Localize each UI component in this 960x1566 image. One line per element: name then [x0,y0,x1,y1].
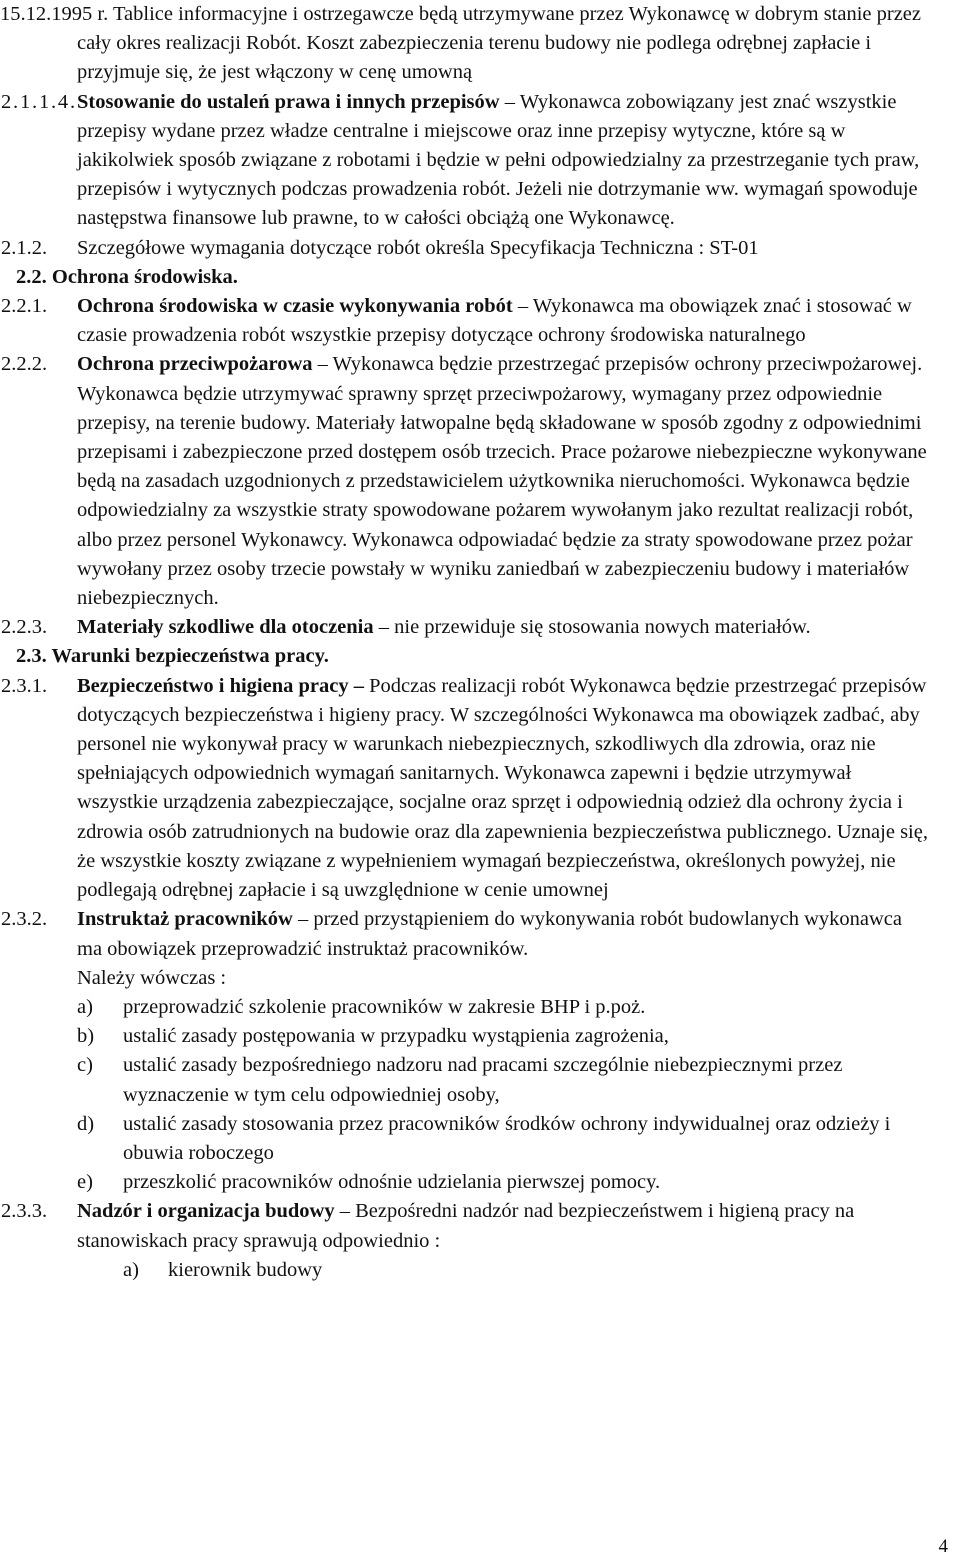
section-2-1-2-text: Szczegółowe wymagania dotyczące robót określa Specyfikacja Techniczna : ST-01 [77,236,759,259]
section-2-2-2-title: Ochrona przeciwpożarowa [77,353,313,376]
list-item-text: przeprowadzić szkolenie pracowników w zakresie BHP i p.poż. [123,995,646,1018]
list-item-text: ustalić zasady stosowania przez pracowników środków ochrony indywidualnej oraz odzieży i obuwia roboczego [123,1112,891,1164]
section-2-2-1 [0,292,960,350]
list-item-letter: d) [77,1112,95,1135]
section-2-3-1-number: 2.3.1. [1,674,48,697]
section-2-1-1-4-number: 2.1.1.4. [1,90,77,113]
section-2-3-1 [0,672,960,906]
list-item [0,1110,960,1168]
section-2-3-1-title: Bezpieczeństwo i higiena pracy – [77,674,364,697]
page-number: 4 [938,1536,948,1557]
list-item [0,1256,960,1285]
section-2-3-2 [0,905,960,963]
section-2-2-2-number: 2.2.2. [1,353,48,376]
section-2-3-3-title: Nadzór i organizacja budowy [77,1200,335,1223]
section-2-2-1-text: – Wykonawca ma obowiązek znać i stosować w czasie prowadzenia robót wszystkie przepisy dotyczące ochrony środowiska naturalnego [77,295,912,347]
list-item-letter: a) [123,1258,139,1281]
section-2-2-1-title: Ochrona środowiska w czasie wykonywania robót [77,295,513,318]
section-2-3-3-number: 2.3.3. [1,1200,48,1223]
section-2-3-2-lead: Należy wówczas : [77,966,227,989]
section-2-3-3 [0,1197,960,1255]
section-2-3-2-list [0,993,960,1197]
section-2-3-1-text: Podczas realizacji robót Wykonawca będzie przestrzegać przepisów dotyczących bezpieczeństwa i higieny pracy. W szczególności Wykonawca ma obowiązek zadbać, aby personel nie wykonywał pracy w warunkach niebezpiecznych, szkodliwych dla zdrowia, oraz nie spełniających odpowiednich wymagań sanitarnych. Wykonawca zapewni i będzie utrzymywał wszystkie urządzenia zabezpieczające, socjalne oraz sprzęt i odpowiednią odzież dla ochrony życia i zdrowia osób zatrudnionych na budowie oraz dla zapewnienia bezpieczeństwa publicznego. Uznaje się, że wszystkie koszty związane z wypełnieniem wymagań bezpieczeństwa, określonych powyżej, nie podlegają odrębnej zapłacie i są uwzględnione w cenie umownej [77,674,928,902]
section-2-3-2-number: 2.3.2. [1,908,48,931]
list-item-text: kierownik budowy [168,1258,323,1281]
section-2-1-1-4-text: – Wykonawca zobowiązany jest znać wszystkie przepisy wydane przez władze centralne i miejscowe oraz inne przepisy wytyczne, które są w jakikolwiek sposób związane z robotami i będzie w pełni odpowiedzialny za przestrzeganie tych praw, przepisów i wytycznych podczas prowadzenia robót. Jeżeli nie dotrzymanie ww. wymagań spowoduje następstwa finansowe lub prawne, to w całości obciążą one Wykonawcę. [77,90,920,230]
section-2-3-3-list [0,1256,960,1285]
section-2-3-3-text: – Bezpośredni nadzór nad bezpieczeństwem i higieną pracy na stanowiskach pracy sprawują odpowiednio : [77,1200,855,1252]
list-item [0,1051,960,1109]
section-2-3-2-title: Instruktaż pracowników [77,908,293,931]
section-2-1-1-4-title: Stosowanie do ustaleń prawa i innych przepisów [77,90,500,113]
list-item [0,1168,960,1197]
list-item-letter: b) [77,1025,95,1048]
intro-text: Tablice informacyjne i ostrzegawcze będą utrzymywane przez Wykonawcę w dobrym stanie przez cały okres realizacji Robót. Koszt zabezpieczenia terenu budowy nie podlega odrębnej zapłacie i przyjmuje się, że jest włączony w cenę umowną [77,3,922,84]
list-item-letter: a) [77,995,93,1018]
section-2-2-1-number: 2.2.1. [1,295,48,318]
intro-paragraph [0,0,960,88]
list-item-letter: e) [77,1171,93,1194]
list-item-text: ustalić zasady bezpośredniego nadzoru nad pracami szczególnie niebezpiecznymi przez wyznaczenie w tym celu odpowiedniej osoby, [123,1054,843,1106]
section-2-2-2-text: – Wykonawca będzie przestrzegać przepisów ochrony przeciwpożarowej. Wykonawca będzie utrzymywać sprawny sprzęt przeciwpożarowy, wymagany przez odpowiednie przepisy, na terenie budowy. Materiały łatwopalne będą składowane w sposób zgodny z odpowiednimi przepisami i zabezpieczone przed dostępem osób trzecich. Prace pożarowe niebezpieczne wykonywane będą na zasadach uzgodnionych z przedstawicielem użytkownika nieruchomości. Wykonawca będzie odpowiedzialny za wszystkie straty spowodowane pożarem wywołanym jako rezultat realizacji robót, albo przez personel Wykonawcy. Wykonawca odpowiadać będzie za straty spowodowane przez pożar wywołany przez osoby trzecie powstały w wyniku zaniedbań w zabezpieczeniu budowy i materiałów niebezpiecznych. [77,353,927,610]
list-item [0,993,960,1022]
section-2-2-3 [0,613,960,642]
list-item-text: ustalić zasady postępowania w przypadku wystąpienia zagrożenia, [123,1025,669,1048]
list-item [0,1022,960,1051]
section-2-3-heading: 2.3. Warunki bezpieczeństwa pracy. [16,645,329,668]
intro-number: 15.12.1995 r. [0,3,109,25]
section-2-2-2 [0,350,960,613]
section-2-3-2-text: – przed przystąpieniem do wykonywania robót budowlanych wykonawca ma obowiązek przeprowadzić instruktaż pracowników. [77,908,902,960]
list-item-letter: c) [77,1054,93,1077]
section-2-2-heading: 2.2. Ochrona środowiska. [16,265,238,288]
section-2-1-1-4 [0,88,960,234]
section-2-2-3-text: – nie przewiduje się stosowania nowych materiałów. [373,616,811,639]
section-2-2-3-number: 2.2.3. [1,616,48,639]
section-2-1-2 [0,234,960,263]
section-2-1-2-number: 2.1.2. [1,236,48,259]
list-item-text: przeszkolić pracowników odnośnie udzielania pierwszej pomocy. [123,1171,661,1194]
section-2-2-3-title: Materiały szkodliwe dla otoczenia [77,616,374,639]
